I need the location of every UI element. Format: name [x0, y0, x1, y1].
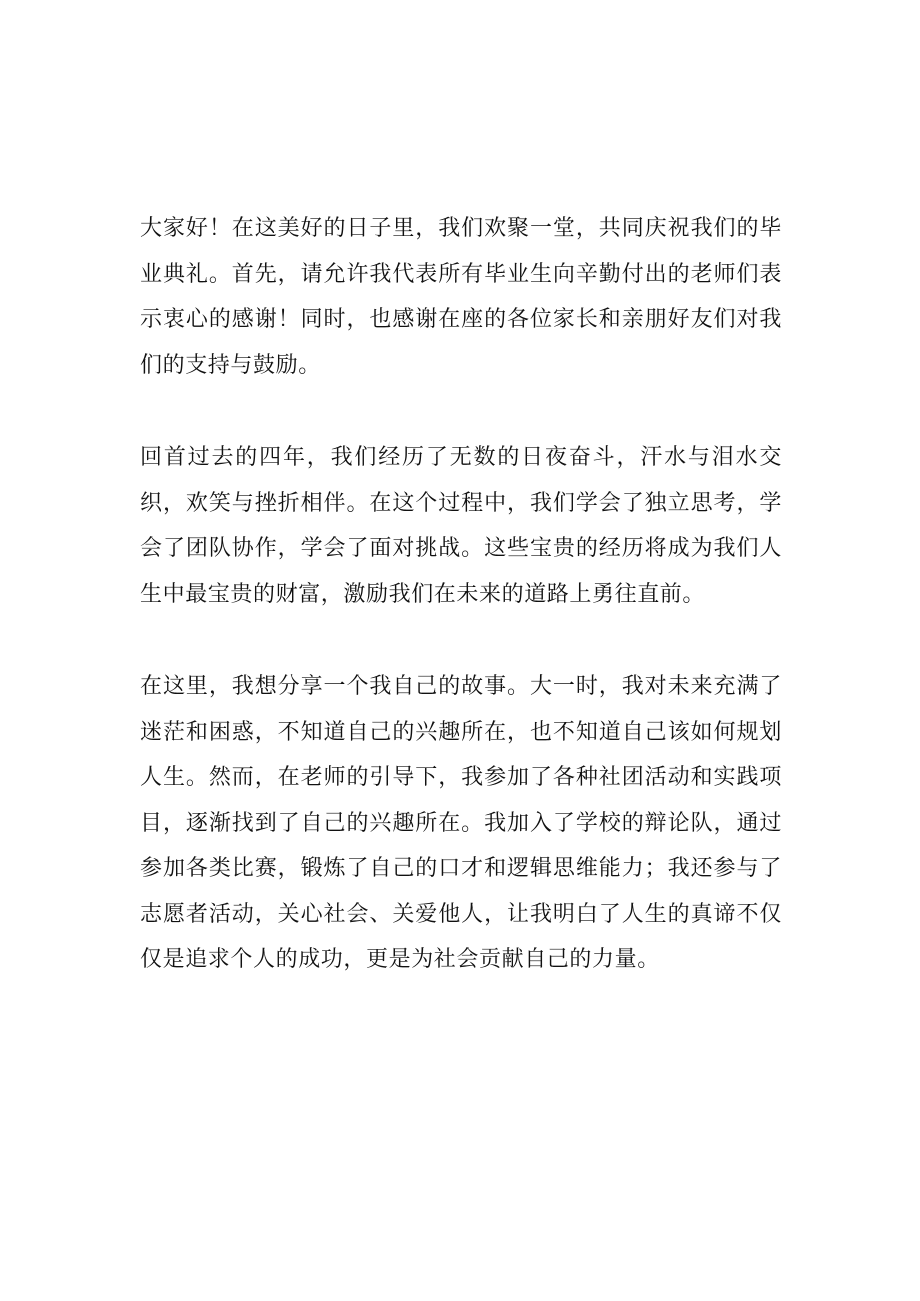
paragraph-2: 回首过去的四年，我们经历了无数的日夜奋斗，汗水与泪水交织，欢笑与挫折相伴。在这个过程中，我们学会了独立思考，学会了团队协作，学会了面对挑战。这些宝贵的经历将成为我们人生中最宝贵的财富，激励我们在未来的道路上勇往直前。 — [140, 445, 782, 607]
paragraph-1: 大家好！在这美好的日子里，我们欢聚一堂，共同庆祝我们的毕业典礼。首先，请允许我代表所有毕业生向辛勤付出的老师们表示衷心的感谢！同时，也感谢在座的各位家长和亲朋好友们对我们的支持与鼓励。 — [140, 216, 782, 378]
document-body — [140, 206, 782, 983]
paragraph-3: 在这里，我想分享一个我自己的故事。大一时，我对未来充满了迷茫和困惑，不知道自己的兴趣所在，也不知道自己该如何规划人生。然而，在老师的引导下，我参加了各种社团活动和实践项目，逐渐找到了自己的兴趣所在。我加入了学校的辩论队，通过参加各类比赛，锻炼了自己的口才和逻辑思维能力；我还参与了志愿者活动，关心社会、关爱他人，让我明白了人生的真谛不仅仅是追求个人的成功，更是为社会贡献自己的力量。 — [140, 674, 782, 972]
